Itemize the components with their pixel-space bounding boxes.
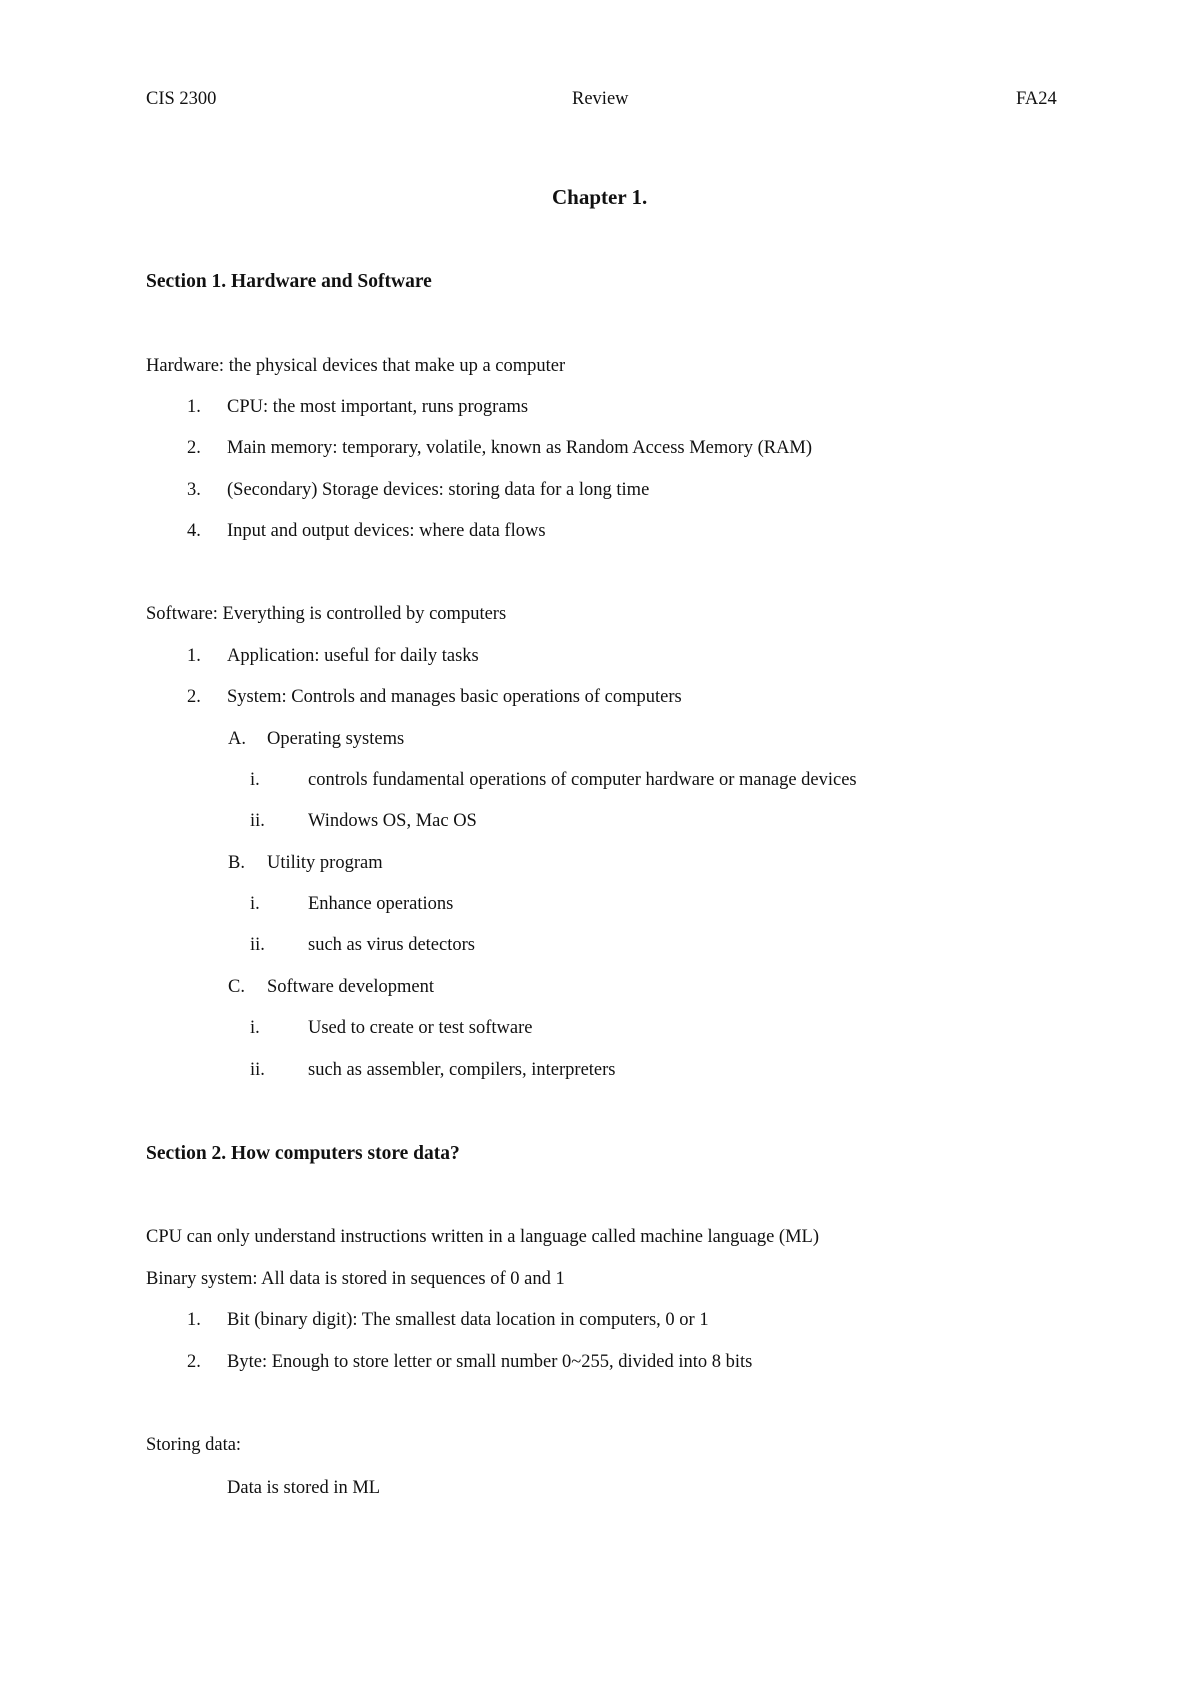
- header-term: FA24: [1016, 89, 1057, 109]
- system-subitem-b-ii-number: ii.: [250, 935, 265, 955]
- ml-line: CPU can only understand instructions written in a language called machine language (ML): [146, 1227, 820, 1247]
- system-subitem-a-text: Operating systems: [267, 729, 405, 749]
- binary-item-1-number: 1.: [187, 1310, 201, 1330]
- binary-system-line: Binary system: All data is stored in sequences of 0 and 1: [146, 1269, 565, 1289]
- system-subitem-c-ii-number: ii.: [250, 1060, 265, 1080]
- hardware-item-1-number: 1.: [187, 397, 201, 417]
- storing-data-detail: Data is stored in ML: [227, 1478, 381, 1498]
- storing-data-label: Storing data:: [146, 1435, 242, 1455]
- hardware-intro: Hardware: the physical devices that make up a computer: [146, 356, 566, 376]
- binary-item-2-text: Byte: Enough to store letter or small number 0~255, divided into 8 bits: [227, 1352, 753, 1372]
- system-subitem-b-ii-text: such as virus detectors: [308, 935, 475, 955]
- system-subitem-c-letter: C.: [228, 977, 245, 997]
- header-course-code: CIS 2300: [146, 89, 217, 109]
- system-subitem-a-ii-text: Windows OS, Mac OS: [308, 811, 477, 831]
- hardware-item-4-text: Input and output devices: where data flows: [227, 521, 546, 541]
- binary-item-1-text: Bit (binary digit): The smallest data location in computers, 0 or 1: [227, 1310, 709, 1330]
- hardware-item-2-number: 2.: [187, 438, 201, 458]
- section-2-heading: Section 2. How computers store data?: [146, 1143, 460, 1164]
- software-item-1-text: Application: useful for daily tasks: [227, 646, 479, 666]
- binary-item-2-number: 2.: [187, 1352, 201, 1372]
- hardware-item-1-text: CPU: the most important, runs programs: [227, 397, 529, 417]
- system-subitem-b-letter: B.: [228, 853, 245, 873]
- software-intro: Software: Everything is controlled by computers: [146, 604, 507, 624]
- chapter-title: Chapter 1.: [552, 185, 648, 209]
- system-subitem-c-i-text: Used to create or test software: [308, 1018, 533, 1038]
- system-subitem-c-text: Software development: [267, 977, 434, 997]
- system-subitem-c-i-number: i.: [250, 1018, 260, 1038]
- system-subitem-a-i-text: controls fundamental operations of computer hardware or manage devices: [308, 770, 857, 790]
- system-subitem-a-ii-number: ii.: [250, 811, 265, 831]
- hardware-item-2-text: Main memory: temporary, volatile, known as Random Access Memory (RAM): [227, 438, 813, 458]
- header-title: Review: [572, 89, 629, 109]
- hardware-item-4-number: 4.: [187, 521, 201, 541]
- system-subitem-a-i-number: i.: [250, 770, 260, 790]
- system-subitem-b-i-text: Enhance operations: [308, 894, 454, 914]
- hardware-item-3-number: 3.: [187, 480, 201, 500]
- software-item-2-number: 2.: [187, 687, 201, 707]
- system-subitem-a-letter: A.: [228, 729, 246, 749]
- section-1-heading: Section 1. Hardware and Software: [146, 271, 432, 292]
- software-item-2-text: System: Controls and manages basic operations of computers: [227, 687, 682, 707]
- software-item-1-number: 1.: [187, 646, 201, 666]
- system-subitem-c-ii-text: such as assembler, compilers, interpreters: [308, 1060, 616, 1080]
- hardware-item-3-text: (Secondary) Storage devices: storing data for a long time: [227, 480, 650, 500]
- system-subitem-b-i-number: i.: [250, 894, 260, 914]
- system-subitem-b-text: Utility program: [267, 853, 383, 873]
